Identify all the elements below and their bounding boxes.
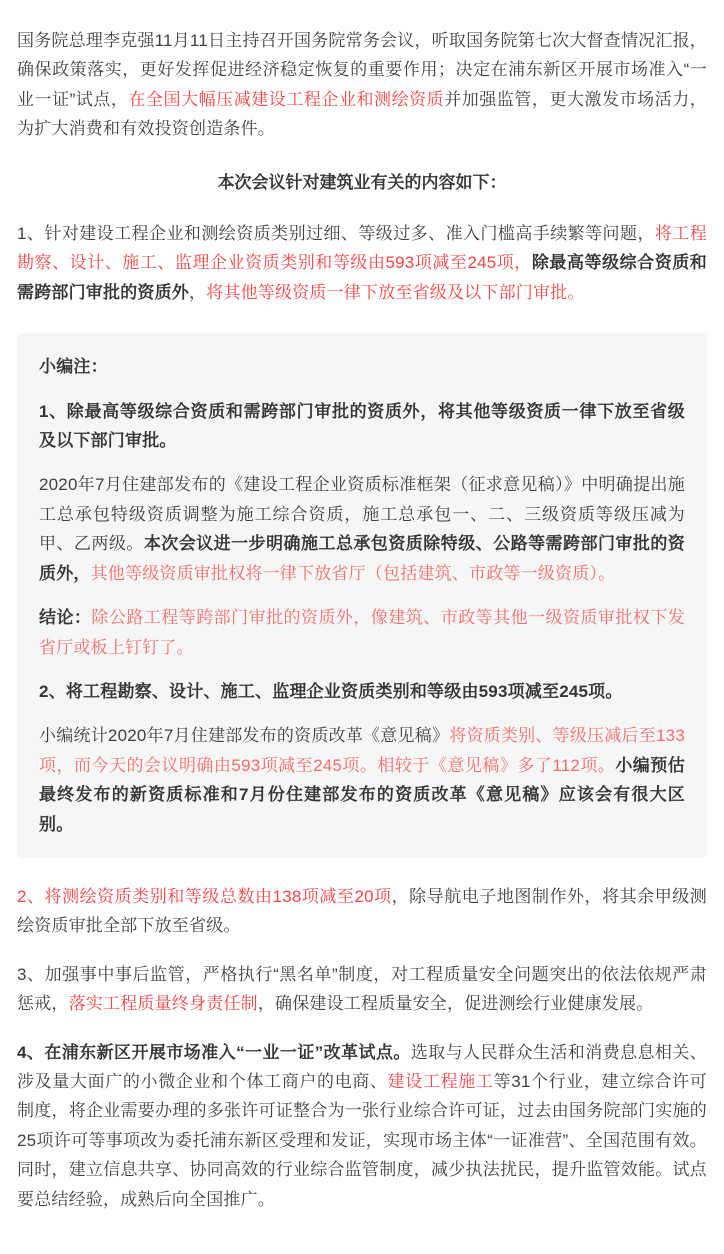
text-segment-normal: 国务院总理李克强11月11日主持召开国务院常务会议，听取国务院第七次大督查情况汇报，确保政策落实，更好发挥促进经济稳定恢复的重要作用；决定在浦东新区开展市场准入“一业一证”试点， xyxy=(17,31,707,109)
text-segment-normal: 并加强监管，更大激发市场活力，为扩大消费和有效投资创造条件。 xyxy=(17,89,708,139)
note-point-1-detail xyxy=(39,470,685,588)
text-segment-bold: 4、在浦东新区开展市场准入“一业一证”改革试点。 xyxy=(17,1042,411,1062)
note-conclusion xyxy=(39,603,685,662)
text-segment-normal: 1、针对建设工程企业和测绘资质类别过细、等级过多、准入门槛高手续繁等问题， xyxy=(17,224,655,244)
text-segment-bold: 1、除最高等级综合资质和需跨部门审批的资质外，将其他等级资质一律下放至省级及以下部门审批。 xyxy=(39,401,685,451)
text-segment-red: 建设工程施工 xyxy=(387,1071,494,1091)
text-segment-bold: 2、将工程勘察、设计、施工、监理企业资质类别和等级由593项减至245项。 xyxy=(39,681,623,701)
editor-note-box xyxy=(17,333,707,858)
note-point-2-detail xyxy=(39,721,685,839)
point-3-paragraph xyxy=(17,960,707,1019)
text-segment-red: 在全国大幅压减建设工程企业和测绘资质 xyxy=(128,89,445,109)
text-segment-red: 落实工程质量终身责任制 xyxy=(68,994,258,1014)
text-segment-red: 将其他等级资质一律下放至省级及以下部门审批。 xyxy=(206,282,585,302)
text-segment-bold: 小编预估最终发布的新资质标准和7月份住建部发布的资质改革《意见稿》应该会有很大区别。 xyxy=(39,755,685,834)
text-segment-normal: 2020年7月住建部发布的《建设工程企业资质标准框架（征求意见稿）》中明确提出施工总承包特级资质调整为施工综合资质，施工总承包一、二、三级资质等级压减为甲、乙两级。 xyxy=(39,475,685,554)
text-segment-normal: 等31个行业，建立综合许可制度，将企业需要办理的多张许可证整合为一张行业综合许可证，过去由国务院部门实施的25项许可等事项改为委托浦东新区受理和发证，实现市场主体“一证准营”、全国范围有效。同时，建立信息共享、协同高效的行业综合监管制度，减少执法扰民，提升监管效能。试点要总结经验，成熟后向全国推广。 xyxy=(17,1071,707,1209)
text-segment-red: 将工程勘察、设计、施工、监理企业资质类别和等级由593项减至245项， xyxy=(17,224,707,273)
point-4-paragraph xyxy=(17,1038,707,1214)
text-segment-bold: 结论： xyxy=(39,608,92,628)
point-1-paragraph xyxy=(17,219,707,307)
text-segment-normal: 3、加强事中事后监管，严格执行“黑名单”制度，对工程质量安全问题突出的依法依规严肃惩戒， xyxy=(17,964,707,1014)
point-2-paragraph xyxy=(17,882,707,941)
text-segment-normal: 小编统计2020年7月住建部发布的资质改革《意见稿》 xyxy=(39,726,450,746)
note-title xyxy=(39,352,685,381)
text-segment-bold: 小编注： xyxy=(39,357,108,377)
text-segment-redsoft: 将资质类别、等级压减后至133项，而今天的会议明确由593项减至245项。相较于《意见稿》多了112项。 xyxy=(39,726,685,775)
text-segment-normal: ， xyxy=(189,282,207,302)
text-segment-normal: ，除导航电子地图制作外，将其余甲级测绘资质审批全部下放至省级。 xyxy=(17,886,707,936)
text-segment-redsoft: 其他等级资质审批权将一律下放省厅（包括建筑、市政等一级资质）。 xyxy=(90,563,616,583)
text-segment-bold: 本次会议进一步明确施工总承包资质除特级、公路等需跨部门审批的资质外， xyxy=(39,534,686,583)
text-segment-bold: 除最高等级综合资质和需跨部门审批的资质外 xyxy=(17,253,707,302)
text-segment-redsoft: 除公路工程等跨部门审批的资质外，像建筑、市政等其他一级资质审批权下发省厅或板上钉钉了。 xyxy=(39,608,685,657)
text-segment-normal: ，确保建设工程质量安全，促进测绘行业健康发展。 xyxy=(257,994,654,1014)
intro-paragraph xyxy=(17,26,707,144)
text-segment-normal: 选取与人民群众生活和消费息息相关、涉及量大面广的小微企业和个体工商户的电商、 xyxy=(17,1042,707,1091)
text-segment-red: 2、将测绘资质类别和等级总数由138项减至20项 xyxy=(17,886,392,906)
note-point-1 xyxy=(39,397,685,456)
note-point-2 xyxy=(39,677,685,706)
section-heading: 本次会议针对建筑业有关的内容如下： xyxy=(217,172,507,192)
